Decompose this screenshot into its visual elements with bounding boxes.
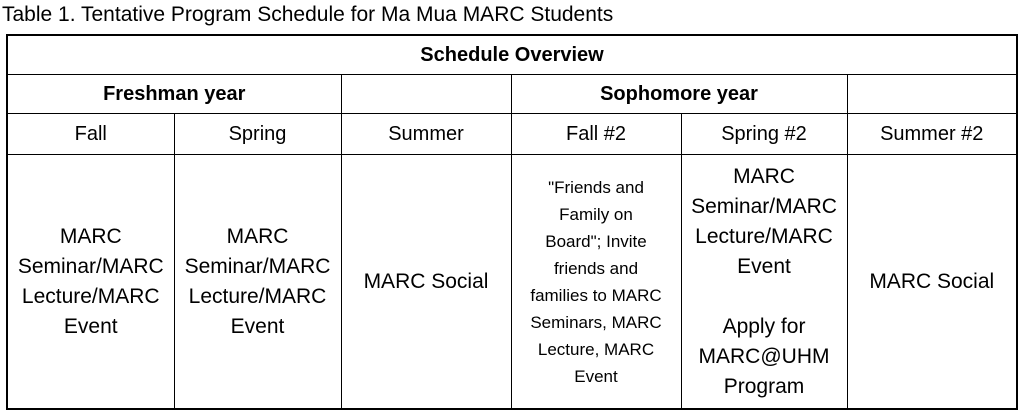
term-spring-2: Spring #2 <box>681 114 847 155</box>
term-summer: Summer <box>341 114 511 155</box>
table-caption: Table 1. Tentative Program Schedule for Ma Mua MARC Students <box>2 3 614 26</box>
activity-line: Lecture/MARC <box>695 224 833 248</box>
activity-line: Program <box>723 374 805 398</box>
activity-line: "Friends and <box>548 177 644 197</box>
schedule-overview-header: Schedule Overview <box>7 35 1017 75</box>
activity-line: Apply for <box>722 314 806 338</box>
activity-spacer <box>686 282 843 312</box>
term-summer-2: Summer #2 <box>847 114 1017 155</box>
freshman-year-header: Freshman year <box>7 75 341 114</box>
activity-line: Family on <box>559 204 633 224</box>
activity-line: MARC <box>59 224 122 248</box>
year-header-blank-2 <box>847 75 1017 114</box>
term-header-row <box>7 114 1017 155</box>
activity-line: families to MARC <box>530 285 662 305</box>
activity-line: Seminar/MARC <box>184 254 331 278</box>
activity-line: Event <box>63 314 118 338</box>
activities-row <box>7 155 1017 410</box>
term-fall: Fall <box>7 114 174 155</box>
activity-line: MARC <box>733 164 795 188</box>
activity-summer-2: MARC Social <box>847 155 1017 410</box>
activity-line: Event <box>230 314 285 338</box>
overview-header-row <box>7 35 1017 75</box>
activity-line: Seminar/MARC <box>17 254 164 278</box>
activity-spring <box>174 155 341 410</box>
activity-spring-2 <box>681 155 847 410</box>
sophomore-year-header: Sophomore year <box>511 75 847 114</box>
activity-line: Board"; Invite <box>545 231 647 251</box>
activity-summer: MARC Social <box>341 155 511 410</box>
activity-line: Lecture, MARC <box>537 339 655 359</box>
activity-line: Seminar/MARC <box>691 194 837 218</box>
activity-line: Lecture/MARC <box>188 284 327 308</box>
activity-line: friends and <box>553 258 639 278</box>
activity-line: Event <box>574 366 618 386</box>
schedule-table <box>6 34 1018 410</box>
activity-line: Lecture/MARC <box>21 284 160 308</box>
activity-fall-2 <box>511 155 681 410</box>
activity-line: Seminars, MARC <box>530 312 662 332</box>
activity-line: MARC <box>226 224 289 248</box>
term-spring: Spring <box>174 114 341 155</box>
activity-line: Event <box>737 254 791 278</box>
term-fall-2: Fall #2 <box>511 114 681 155</box>
year-header-row <box>7 75 1017 114</box>
activity-line: MARC@UHM <box>698 344 830 368</box>
activity-fall <box>7 155 174 410</box>
year-header-blank-1 <box>341 75 511 114</box>
